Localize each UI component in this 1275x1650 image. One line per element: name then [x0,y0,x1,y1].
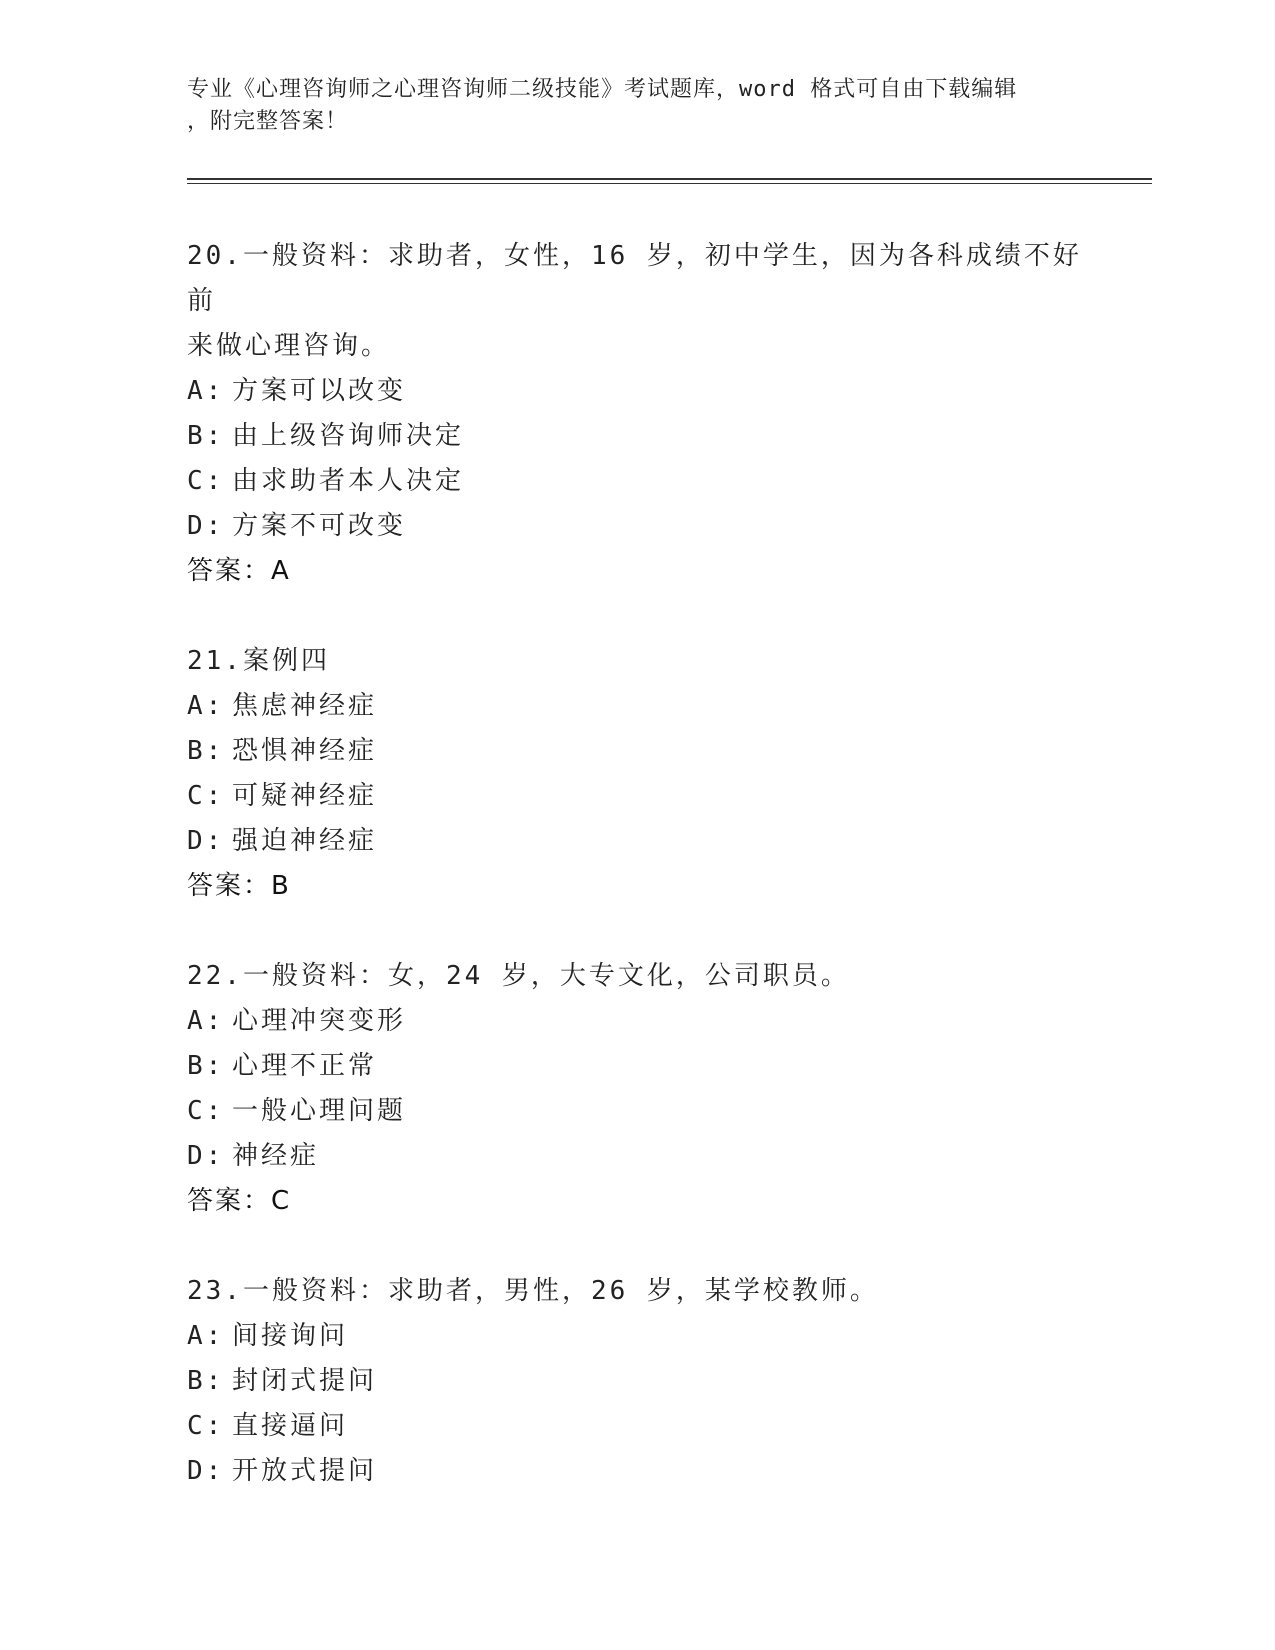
option-text: 一般心理问题 [232,1096,407,1126]
option-a [187,1314,1087,1359]
option-letter: C: [187,1411,225,1441]
question-stem-line: 22.一般资料：女，24 岁，大专文化，公司职员。 [187,961,850,991]
question-item [187,639,1087,909]
option-letter: D: [187,1456,225,1486]
option-letter: B: [187,1366,225,1396]
question-stem-line: 23.一般资料：求助者，男性，26 岁，某学校教师。 [187,1276,879,1306]
question-stem-line: 21.案例四 [187,646,330,676]
option-d [187,504,1087,549]
question-stem [187,234,1087,369]
header-divider-thin [187,183,1152,184]
option-letter: A: [187,1321,225,1351]
option-b [187,1359,1087,1404]
option-text: 由求助者本人决定 [232,466,465,496]
answer-line: 答案：C [187,1186,292,1216]
option-text: 封闭式提问 [232,1366,378,1396]
option-text: 由上级咨询师决定 [232,421,465,451]
document-header [187,74,1087,138]
header-line-1: 专业《心理咨询师之心理咨询师二级技能》考试题库，word 格式可自由下载编辑 [187,77,1018,102]
option-a [187,684,1087,729]
option-text: 神经症 [232,1141,320,1171]
question-stem-line: 来做心理咨询。 [187,331,391,361]
option-text: 直接逼问 [232,1411,349,1441]
question-stem [187,954,1087,999]
option-c [187,774,1087,819]
option-c [187,1404,1087,1449]
option-text: 强迫神经症 [232,826,378,856]
question-item [187,954,1087,1224]
option-letter: D: [187,511,225,541]
option-letter: A: [187,1006,225,1036]
option-letter: A: [187,691,225,721]
option-c [187,459,1087,504]
question-stem-line: 20.一般资料：求助者，女性，16 岁，初中学生，因为各科成绩不好前 [187,241,1082,316]
option-c [187,1089,1087,1134]
option-b [187,729,1087,774]
option-letter: D: [187,1141,225,1171]
option-text: 恐惧神经症 [232,736,378,766]
question-stem [187,1269,1087,1314]
answer-line: 答案：A [187,556,291,586]
header-line-2: ，附完整答案！ [187,109,349,134]
option-d [187,1449,1087,1494]
option-text: 方案可以改变 [232,376,407,406]
option-text: 焦虑神经症 [232,691,378,721]
option-text: 间接询问 [232,1321,349,1351]
question-stem [187,639,1087,684]
option-letter: C: [187,1096,225,1126]
option-letter: B: [187,1051,225,1081]
option-d [187,819,1087,864]
option-text: 开放式提问 [232,1456,378,1486]
option-text: 方案不可改变 [232,511,407,541]
option-letter: C: [187,781,225,811]
option-letter: D: [187,826,225,856]
option-b [187,1044,1087,1089]
option-text: 心理不正常 [232,1051,378,1081]
option-a [187,999,1087,1044]
option-letter: B: [187,421,225,451]
option-letter: A: [187,376,225,406]
option-letter: B: [187,736,225,766]
option-b [187,414,1087,459]
option-d [187,1134,1087,1179]
question-list [187,234,1087,1539]
option-text: 心理冲突变形 [232,1006,407,1036]
option-text: 可疑神经症 [232,781,378,811]
option-a [187,369,1087,414]
option-letter: C: [187,466,225,496]
question-item [187,234,1087,594]
header-divider-thick [187,178,1152,180]
answer-line: 答案：B [187,871,291,901]
question-item [187,1269,1087,1494]
